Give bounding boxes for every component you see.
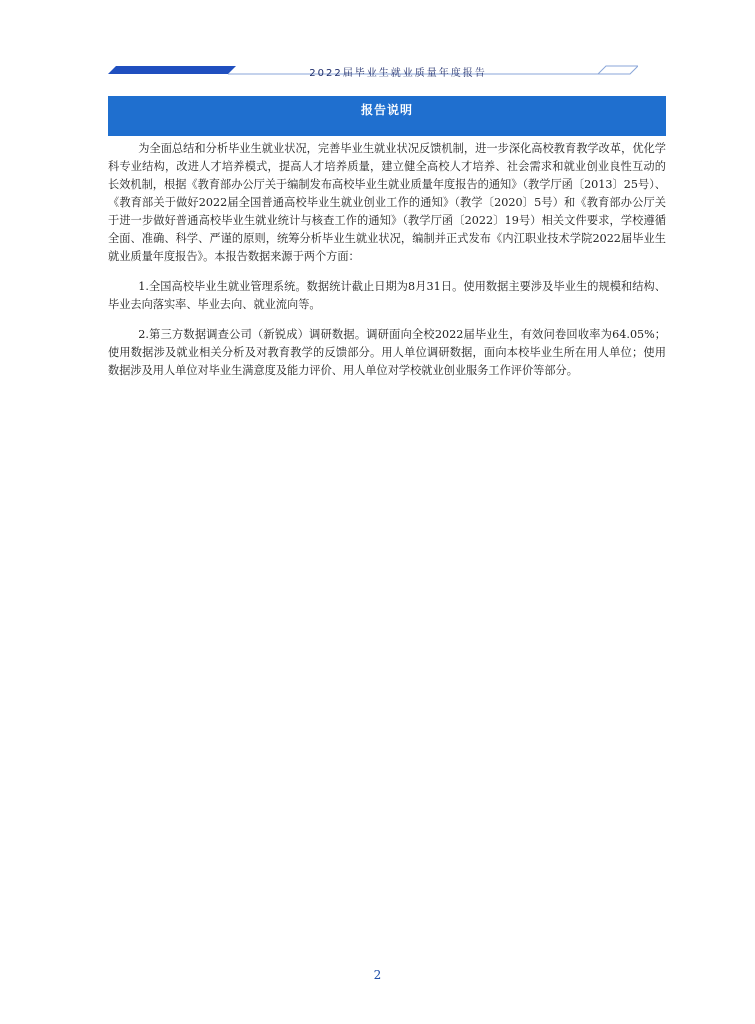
report-body — [108, 140, 666, 392]
intro-paragraph: 为全面总结和分析毕业生就业状况，完善毕业生就业状况反馈机制，进一步深化高校教育教学改革，优化学科专业结构，改进人才培养模式，提高人才培养质量，建立健全高校人才培养、社会需求和就业创业良性互动的长效机制，根据《教育部办公厅关于编制发布高校毕业生就业质量年度报告的通知》（教学厅函〔2013〕25号）、《教育部关于做好2022届全国普通高校毕业生就业创业工作的通知》（教学〔2020〕5号）和《教育部办公厅关于进一步做好普通高校毕业生就业统计与核查工作的通知》（教学厅函〔2022〕19号）相关文件要求，学校遵循全面、准确、科学、严谨的原则，统筹分析毕业生就业状况，编制并正式发布《内江职业技术学院2022届毕业生就业质量年度报告》。本报告数据来源于两个方面： — [108, 142, 666, 263]
section-title: 报告说明 — [360, 103, 413, 117]
page-header — [108, 60, 638, 82]
page-number: 2 — [373, 968, 382, 982]
section-title-bar — [108, 96, 666, 136]
source-item-2: 2.第三方数据调查公司（新锐成）调研数据。调研面向全校2022届毕业生，有效问卷回收率为64.05%；使用数据涉及就业相关分析及对教育教学的反馈部分。用人单位调研数据，面向本校毕业生所在用人单位；使用数据涉及用人单位对毕业生满意度及能力评价、用人单位对学校就业创业服务工作评价等部分。 — [108, 328, 666, 377]
source-item-1: 1.全国高校毕业生就业管理系统。数据统计截止日期为8月31日。使用数据主要涉及毕业生的规模和结构、毕业去向落实率、毕业去向、就业流向等。 — [108, 280, 666, 311]
header-title: 2022届毕业生就业质量年度报告 — [309, 68, 487, 79]
